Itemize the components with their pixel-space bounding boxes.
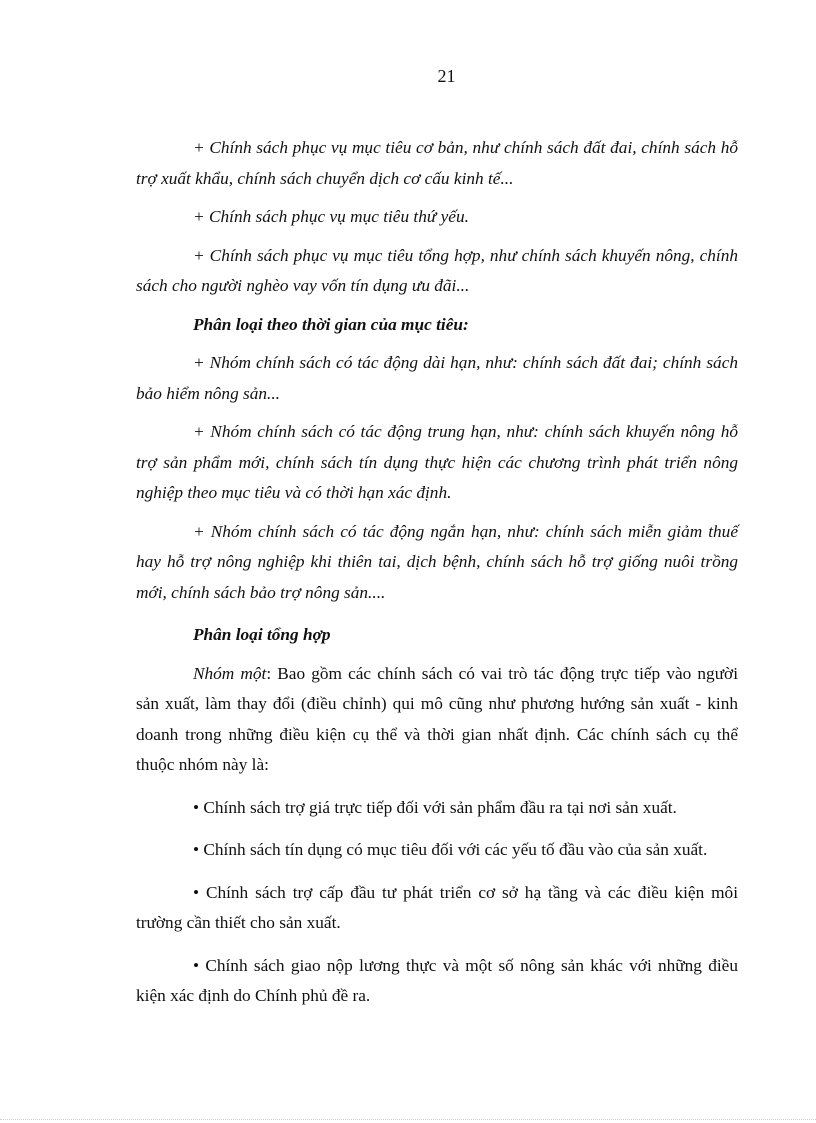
paragraph-group-one: [136, 659, 738, 781]
heading-general-classification: Phân loại tổng hợp: [193, 625, 331, 644]
heading-time-classification: Phân loại theo thời gian của mục tiêu:: [193, 314, 469, 334]
page-number: 21: [437, 66, 456, 86]
paragraph-short-term: + Nhóm chính sách có tác động ngắn hạn, như: chính sách miễn giảm thuế hay hỗ trợ nông nghiệp khi thiên tai, dịch bệnh, chính sách hỗ trợ giống nuôi trồng mới, chính sách bảo trợ nông sản....: [136, 521, 738, 602]
group-one-label: Nhóm một: [193, 663, 267, 683]
bullet-food-delivery: • Chính sách giao nộp lương thực và một số nông sản khác với những điều kiện xác định do Chính phủ đề ra.: [136, 955, 738, 1005]
document-body: [136, 133, 738, 1012]
paragraph-secondary-policies: + Chính sách phục vụ mục tiêu thứ yếu.: [193, 207, 469, 226]
paragraph-combined-policies: + Chính sách phục vụ mục tiêu tổng hợp, như chính sách khuyến nông, chính sách cho người nghèo vay vốn tín dụng ưu đãi...: [136, 245, 738, 295]
paragraph-long-term: + Nhóm chính sách có tác động dài hạn, như: chính sách đất đai; chính sách bảo hiểm nông sản...: [136, 353, 738, 403]
paragraph-medium-term: + Nhóm chính sách có tác động trung hạn, như: chính sách khuyến nông hỗ trợ sản phẩm mới, chính sách tín dụng thực hiện các chương trình phát triển nông nghiệp theo mục tiêu và có thời hạn xác định.: [136, 422, 738, 502]
bullet-credit: • Chính sách tín dụng có mục tiêu đối với các yếu tố đầu vào của sản xuất.: [193, 840, 708, 859]
bullet-price-support: • Chính sách trợ giá trực tiếp đối với sản phẩm đầu ra tại nơi sản xuất.: [193, 797, 677, 817]
paragraph-basic-policies: + Chính sách phục vụ mục tiêu cơ bản, như chính sách đất đai, chính sách hỗ trợ xuất khẩu, chính sách chuyển dịch cơ cấu kinh tế...: [136, 138, 738, 188]
bullet-infrastructure: • Chính sách trợ cấp đầu tư phát triển cơ sở hạ tầng và các điều kiện môi trường cần thiết cho sản xuất.: [136, 882, 738, 932]
page-bottom-divider: [0, 1119, 816, 1120]
group-one-text: : Bao gồm các chính sách có vai trò tác động trực tiếp vào người sản xuất, làm thay đổi (điều chỉnh) qui mô cũng như phương hướng sản xuất - kinh doanh trong những điều kiện cụ thể và thời gian nhất định. Các chính sách cụ thể thuộc nhóm này là:: [136, 663, 739, 774]
